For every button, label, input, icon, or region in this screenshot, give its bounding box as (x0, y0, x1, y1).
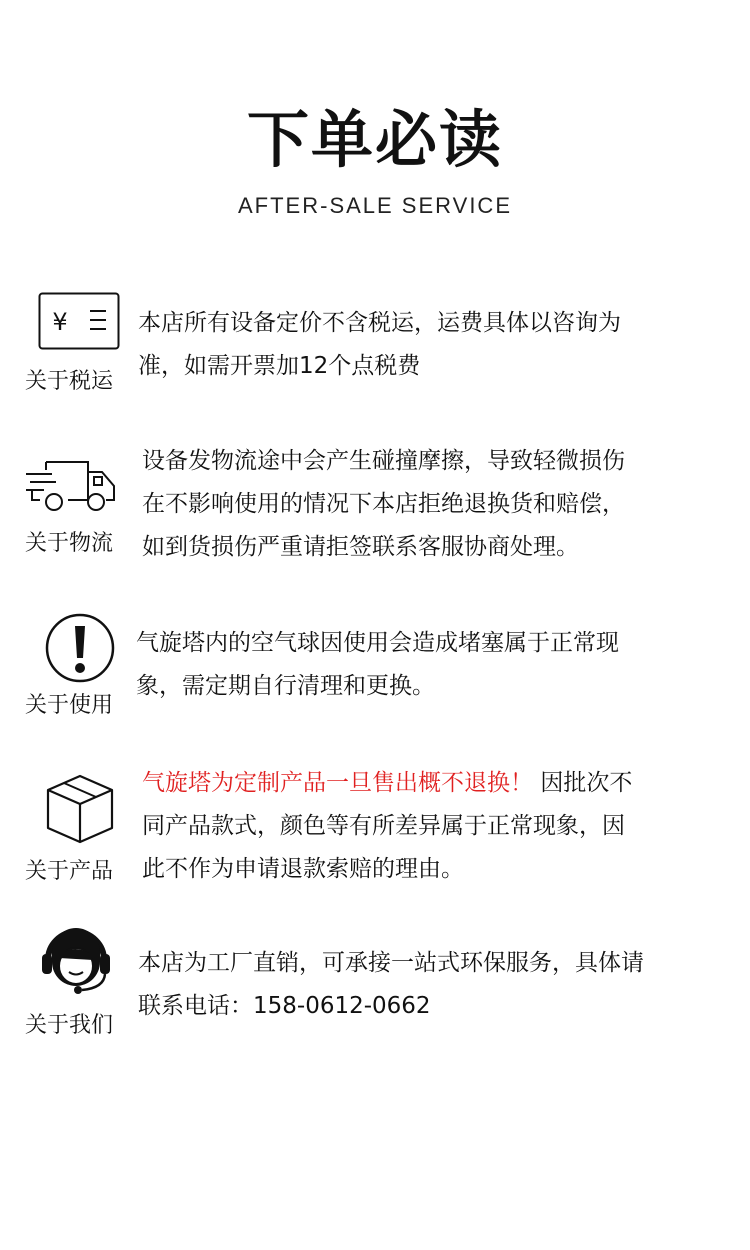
section-label: 关于物流 (25, 531, 114, 556)
highlight-text: 气旋塔为定制产品一旦售出概不退换！ (142, 770, 533, 796)
text-line-rest: 因批次不 (540, 770, 633, 796)
text-line: 气旋塔内的空气球因使用会造成堵塞属于正常现 (136, 630, 619, 656)
text-line: 准，如需开票加12个点税费 (138, 353, 421, 379)
section-label: 关于税运 (25, 369, 114, 394)
text-line: 同产品款式，颜色等有所差异属于正常现象，因 (142, 813, 625, 839)
text-line (142, 762, 632, 805)
section-label: 关于产品 (25, 859, 114, 884)
yuan-receipt-icon (38, 292, 120, 350)
exclamation-circle-icon (44, 612, 116, 684)
text-line: 设备发物流途中会产生碰撞摩擦，导致轻微损伤 (142, 448, 625, 474)
section-text (136, 622, 619, 708)
section-text (142, 440, 625, 569)
section-text (142, 762, 632, 891)
section-label: 关于使用 (25, 693, 114, 718)
section-text (138, 302, 621, 388)
text-line: 联系电话：158-0612-0662 (138, 993, 431, 1019)
delivery-truck-icon (24, 458, 118, 514)
text-line: 本店为工厂直销，可承接一站式环保服务，具体请 (138, 950, 644, 976)
section-label: 关于我们 (25, 1013, 114, 1038)
svg-text:¥: ¥ (52, 308, 68, 336)
text-line: 如到货损伤严重请拒签联系客服协商处理。 (142, 534, 579, 560)
page-title: 下单必读 (246, 103, 503, 176)
page-subtitle: AFTER-SALE SERVICE (238, 193, 512, 218)
section-text (138, 942, 644, 1028)
text-line: 在不影响使用的情况下本店拒绝退换货和赔偿， (142, 491, 625, 517)
text-line: 象，需定期自行清理和更换。 (136, 673, 435, 699)
text-line: 本店所有设备定价不含税运，运费具体以咨询为 (138, 310, 621, 336)
text-line: 此不作为申请退款索赔的理由。 (142, 856, 464, 882)
box-icon (44, 772, 116, 846)
customer-service-headset-icon (38, 922, 114, 998)
